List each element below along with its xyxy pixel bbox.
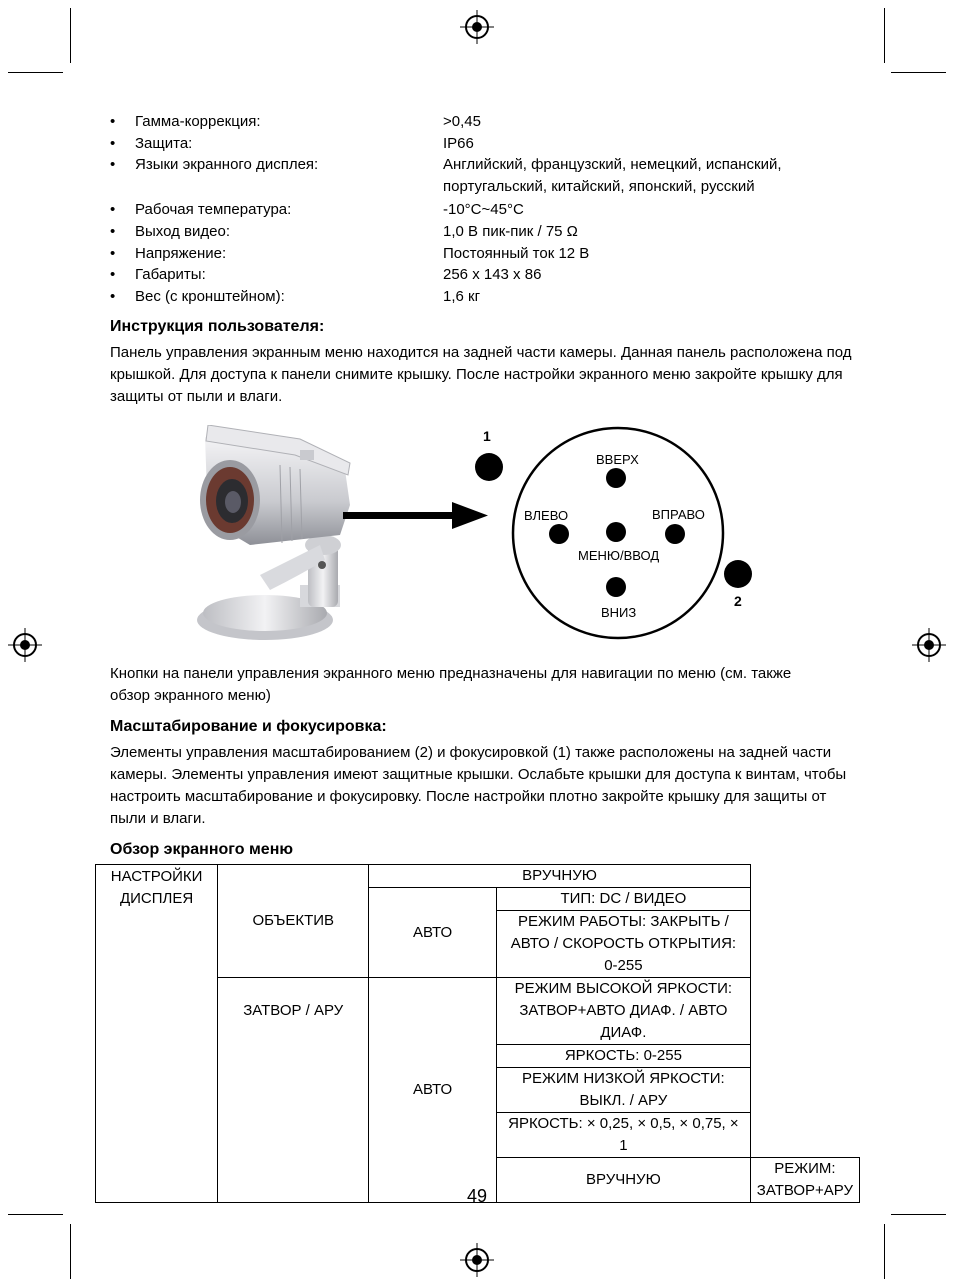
cell-brightness-steps: ЯРКОСТЬ: × 0,25, × 0,5, × 0,75, × 1 — [496, 1113, 750, 1158]
registration-mark-top — [460, 10, 494, 44]
heading-osd-overview: Обзор экранного меню — [110, 841, 294, 858]
cell-high-brightness: РЕЖИМ ВЫСОКОЙ ЯРКОСТИ: ЗАТВОР+АВТО ДИАФ. / АВТО ДИАФ. — [496, 978, 750, 1045]
bullet: • — [110, 113, 116, 130]
bullet: • — [110, 223, 116, 240]
paragraph-zoom-focus: Элементы управления масштабированием (2) и фокусировкой (1) также расположены на задней части камеры. Элементы управления имеют защитные крышки. Ослабьте крышки для доступа к винтам, чтобы настроить масштабирование и фокусировку. После настройки плотно закройте крышку для защиты от пыли и влаги. — [110, 744, 847, 827]
paragraph-user-manual: Панель управления экранным меню находится на задней части камеры. Данная панель расположена под крышкой. Для доступа к панели снимите крышку. После настройки экранного меню закройте крышку для защиты от пыли и влаги. — [110, 344, 852, 405]
spec-value: 1,0 В пик-пик / 75 Ω — [443, 223, 578, 240]
paragraph-buttons-note: Кнопки на панели управления экранного меню предназначены для навигации по меню (см. также обзор экранного меню) — [110, 665, 792, 704]
bullet: • — [110, 288, 116, 305]
spec-label: Гамма-коррекция: — [135, 113, 261, 130]
arrow-icon — [340, 500, 490, 532]
cell-mode-shutter-agc: РЕЖИМ: ЗАТВОР+АРУ — [750, 1158, 859, 1203]
focus-control-dot — [475, 453, 503, 481]
registration-mark-right — [912, 628, 946, 662]
cell-shutter-agc: ЗАТВОР / АРУ — [218, 978, 369, 1203]
heading-user-manual: Инструкция пользователя: — [110, 318, 325, 335]
spec-label: Выход видео: — [135, 223, 231, 240]
cell-type: ТИП: DC / ВИДЕО — [496, 888, 750, 911]
cell-display-settings: НАСТРОЙКИ ДИСПЛЕЯ — [96, 865, 218, 1203]
left-button-dot — [549, 524, 569, 544]
marker-1-label: 1 — [483, 428, 491, 444]
spec-label: Напряжение: — [135, 245, 227, 262]
spec-label: Вес (с кронштейном): — [135, 288, 285, 305]
left-label: ВЛЕВО — [524, 508, 569, 523]
spec-label: Языки экранного дисплея: — [135, 156, 319, 173]
cell-low-brightness: РЕЖИМ НИЗКОЙ ЯРКОСТИ: ВЫКЛ. / АРУ — [496, 1068, 750, 1113]
up-label: ВВЕРХ — [596, 452, 639, 467]
bullet: • — [110, 245, 116, 262]
spec-value: -10°C~45°C — [443, 201, 524, 218]
bullet: • — [110, 135, 116, 152]
spec-value: 256 x 143 x 86 — [443, 266, 542, 283]
spec-value: >0,45 — [443, 113, 481, 130]
zoom-control-dot — [724, 560, 752, 588]
spec-value: IP66 — [443, 135, 474, 152]
spec-value: Английский, французский, немецкий, испанский, португальский, китайский, японский, русский — [443, 156, 782, 195]
cell-brightness: ЯРКОСТЬ: 0-255 — [496, 1045, 750, 1068]
camera-image — [190, 425, 360, 645]
bullet: • — [110, 156, 116, 173]
menu-enter-label: МЕНЮ/ВВОД — [578, 548, 660, 563]
menu-enter-button-dot — [606, 522, 626, 542]
osd-menu-table — [95, 864, 860, 1203]
right-button-dot — [665, 524, 685, 544]
cell-mode-work: РЕЖИМ РАБОТЫ: ЗАКРЫТЬ / АВТО / СКОРОСТЬ ОТКРЫТИЯ: 0-255 — [496, 911, 750, 978]
cell-auto-shutter: АВТО — [369, 978, 497, 1203]
bullet: • — [110, 201, 116, 218]
right-label: ВПРАВО — [652, 507, 705, 522]
registration-mark-bottom — [460, 1243, 494, 1277]
cell-manual-bottom: ВРУЧНУЮ — [496, 1158, 750, 1203]
down-label: ВНИЗ — [601, 605, 637, 620]
cell-manual-top: ВРУЧНУЮ — [369, 865, 751, 888]
spec-label: Габариты: — [135, 266, 206, 283]
spec-value: Постоянный ток 12 В — [443, 245, 590, 262]
cell-auto-lens: АВТО — [369, 888, 497, 978]
down-button-dot — [606, 577, 626, 597]
spec-label: Рабочая температура: — [135, 201, 292, 218]
registration-mark-left — [8, 628, 42, 662]
marker-2-label: 2 — [734, 593, 742, 609]
cell-lens: ОБЪЕКТИВ — [218, 865, 369, 978]
spec-label: Защита: — [135, 135, 193, 152]
spec-value: 1,6 кг — [443, 288, 481, 305]
bullet: • — [110, 266, 116, 283]
up-button-dot — [606, 468, 626, 488]
page-number: 49 — [466, 1186, 488, 1206]
heading-zoom-focus: Масштабирование и фокусировка: — [110, 718, 387, 735]
